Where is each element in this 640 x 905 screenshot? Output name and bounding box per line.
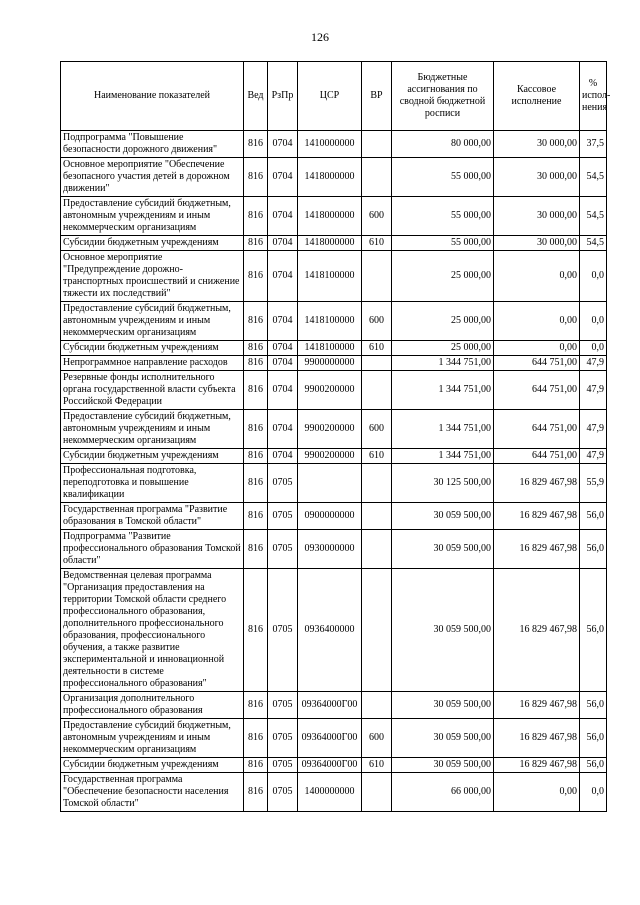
row-ved: 816 [244, 197, 268, 236]
row-pct: 54,5 [580, 236, 607, 251]
row-cash: 644 751,00 [494, 356, 580, 371]
row-budget: 25 000,00 [392, 251, 494, 302]
row-name: Субсидии бюджетным учреждениям [61, 341, 244, 356]
row-cash: 16 829 467,98 [494, 503, 580, 530]
row-pct: 56,0 [580, 530, 607, 569]
row-ved: 816 [244, 719, 268, 758]
row-budget: 30 059 500,00 [392, 503, 494, 530]
row-budget: 25 000,00 [392, 341, 494, 356]
row-vr: 600 [362, 410, 392, 449]
row-cash: 16 829 467,98 [494, 692, 580, 719]
row-csr: 1418000000 [298, 236, 362, 251]
row-cash: 0,00 [494, 341, 580, 356]
row-vr [362, 131, 392, 158]
row-budget: 55 000,00 [392, 236, 494, 251]
row-name: Предоставление субсидий бюджетным, автономным учреждениям и иным некоммерческим организациям [61, 197, 244, 236]
table-row [61, 758, 607, 773]
row-name: Профессиональная подготовка, переподготовка и повышение квалификации [61, 464, 244, 503]
row-vr [362, 569, 392, 692]
row-vr [362, 530, 392, 569]
row-budget: 55 000,00 [392, 197, 494, 236]
row-rzpr: 0704 [268, 356, 298, 371]
row-pct: 54,5 [580, 197, 607, 236]
row-budget: 1 344 751,00 [392, 356, 494, 371]
row-pct: 47,9 [580, 449, 607, 464]
row-rzpr: 0705 [268, 569, 298, 692]
table-row [61, 692, 607, 719]
row-csr: 9900200000 [298, 371, 362, 410]
row-budget: 1 344 751,00 [392, 449, 494, 464]
row-rzpr: 0704 [268, 158, 298, 197]
row-name: Организация дополнительного профессионального образования [61, 692, 244, 719]
row-budget: 25 000,00 [392, 302, 494, 341]
row-pct: 47,9 [580, 371, 607, 410]
header-rzpr: РзПр [268, 62, 298, 131]
table-row [61, 503, 607, 530]
row-csr [298, 464, 362, 503]
row-rzpr: 0705 [268, 719, 298, 758]
row-csr: 0930000000 [298, 530, 362, 569]
row-name: Резервные фонды исполнительного органа государственной власти субъекта Российской Федерации [61, 371, 244, 410]
row-vr [362, 371, 392, 410]
row-name: Подпрограмма "Повышение безопасности дорожного движения" [61, 131, 244, 158]
row-cash: 644 751,00 [494, 449, 580, 464]
row-budget: 1 344 751,00 [392, 410, 494, 449]
row-name: Предоставление субсидий бюджетным, автономным учреждениям и иным некоммерческим организациям [61, 719, 244, 758]
table-row [61, 773, 607, 812]
row-vr [362, 503, 392, 530]
row-cash: 0,00 [494, 773, 580, 812]
row-csr: 0900000000 [298, 503, 362, 530]
row-budget: 55 000,00 [392, 158, 494, 197]
row-pct: 56,0 [580, 719, 607, 758]
table-row [61, 356, 607, 371]
row-cash: 16 829 467,98 [494, 464, 580, 503]
row-pct: 56,0 [580, 569, 607, 692]
row-csr: 09364000Г00 [298, 758, 362, 773]
row-ved: 816 [244, 773, 268, 812]
row-cash: 0,00 [494, 302, 580, 341]
table-row [61, 371, 607, 410]
row-rzpr: 0704 [268, 236, 298, 251]
table-row [61, 530, 607, 569]
table-row [61, 131, 607, 158]
table-header-row [61, 62, 607, 131]
row-name: Субсидии бюджетным учреждениям [61, 758, 244, 773]
row-ved: 816 [244, 410, 268, 449]
row-rzpr: 0705 [268, 503, 298, 530]
header-ved: Вед [244, 62, 268, 131]
table-row [61, 719, 607, 758]
row-rzpr: 0705 [268, 530, 298, 569]
row-cash: 16 829 467,98 [494, 758, 580, 773]
row-ved: 816 [244, 302, 268, 341]
budget-table [60, 61, 611, 812]
row-rzpr: 0705 [268, 464, 298, 503]
row-cash: 644 751,00 [494, 371, 580, 410]
row-pct: 37,5 [580, 131, 607, 158]
row-ved: 816 [244, 758, 268, 773]
table-row [61, 302, 607, 341]
row-pct: 56,0 [580, 692, 607, 719]
row-vr: 600 [362, 719, 392, 758]
row-budget: 30 059 500,00 [392, 692, 494, 719]
row-cash: 30 000,00 [494, 158, 580, 197]
row-pct: 0,0 [580, 773, 607, 812]
table-row [61, 464, 607, 503]
row-budget: 1 344 751,00 [392, 371, 494, 410]
row-name: Государственная программа "Развитие образования в Томской области" [61, 503, 244, 530]
row-rzpr: 0704 [268, 131, 298, 158]
header-cash: Кассовое исполнение [494, 62, 580, 131]
row-name: Основное мероприятие "Предупреждение дорожно-транспортных происшествий и снижение тяжести их последствий" [61, 251, 244, 302]
row-csr: 1418100000 [298, 341, 362, 356]
row-budget: 80 000,00 [392, 131, 494, 158]
row-vr [362, 692, 392, 719]
row-rzpr: 0704 [268, 341, 298, 356]
row-vr: 600 [362, 302, 392, 341]
row-budget: 66 000,00 [392, 773, 494, 812]
row-ved: 816 [244, 692, 268, 719]
row-vr: 610 [362, 341, 392, 356]
row-vr: 610 [362, 758, 392, 773]
row-csr: 09364000Г00 [298, 692, 362, 719]
row-budget: 30 125 500,00 [392, 464, 494, 503]
row-csr: 1410000000 [298, 131, 362, 158]
row-ved: 816 [244, 503, 268, 530]
row-ved: 816 [244, 356, 268, 371]
table-row [61, 158, 607, 197]
row-pct: 47,9 [580, 356, 607, 371]
row-csr: 1418100000 [298, 302, 362, 341]
row-ved: 816 [244, 236, 268, 251]
row-cash: 30 000,00 [494, 131, 580, 158]
row-pct: 0,0 [580, 302, 607, 341]
row-rzpr: 0704 [268, 251, 298, 302]
row-csr: 9900200000 [298, 449, 362, 464]
row-budget: 30 059 500,00 [392, 758, 494, 773]
row-cash: 30 000,00 [494, 197, 580, 236]
row-ved: 816 [244, 569, 268, 692]
row-rzpr: 0704 [268, 449, 298, 464]
row-ved: 816 [244, 251, 268, 302]
row-vr: 610 [362, 449, 392, 464]
row-vr: 610 [362, 236, 392, 251]
row-vr [362, 773, 392, 812]
row-csr: 1418100000 [298, 251, 362, 302]
row-cash: 16 829 467,98 [494, 530, 580, 569]
row-rzpr: 0704 [268, 302, 298, 341]
row-cash: 16 829 467,98 [494, 569, 580, 692]
row-pct: 56,0 [580, 758, 607, 773]
row-rzpr: 0705 [268, 692, 298, 719]
row-csr: 0936400000 [298, 569, 362, 692]
table-row [61, 197, 607, 236]
table-row [61, 410, 607, 449]
table-row [61, 251, 607, 302]
row-csr: 1418000000 [298, 197, 362, 236]
table-row [61, 341, 607, 356]
row-ved: 816 [244, 131, 268, 158]
page-number: 126 [311, 30, 329, 44]
row-ved: 816 [244, 449, 268, 464]
row-rzpr: 0705 [268, 773, 298, 812]
row-rzpr: 0704 [268, 410, 298, 449]
row-budget: 30 059 500,00 [392, 530, 494, 569]
row-name: Непрограммное направление расходов [61, 356, 244, 371]
row-ved: 816 [244, 464, 268, 503]
row-name: Субсидии бюджетным учреждениям [61, 236, 244, 251]
row-cash: 16 829 467,98 [494, 719, 580, 758]
row-ved: 816 [244, 371, 268, 410]
row-csr: 1400000000 [298, 773, 362, 812]
row-ved: 816 [244, 341, 268, 356]
row-cash: 30 000,00 [494, 236, 580, 251]
row-pct: 47,9 [580, 410, 607, 449]
row-name: Предоставление субсидий бюджетным, автономным учреждениям и иным некоммерческим организациям [61, 302, 244, 341]
header-vr: ВР [362, 62, 392, 131]
table-row [61, 236, 607, 251]
row-csr: 9900200000 [298, 410, 362, 449]
row-csr: 9900000000 [298, 356, 362, 371]
table-row [61, 569, 607, 692]
row-cash: 0,00 [494, 251, 580, 302]
row-pct: 55,9 [580, 464, 607, 503]
row-pct: 0,0 [580, 341, 607, 356]
row-name: Основное мероприятие "Обеспечение безопасного участия детей в дорожном движении" [61, 158, 244, 197]
header-csr: ЦСР [298, 62, 362, 131]
row-budget: 30 059 500,00 [392, 719, 494, 758]
row-vr [362, 356, 392, 371]
row-name: Ведомственная целевая программа "Организация предоставления на территории Томской области среднего профессионального образования, дополнительного профессионального образования, профессионального обучения, а также развитие экспериментальной и инновационной деятельности в системе профессионального образования" [61, 569, 244, 692]
row-vr [362, 464, 392, 503]
row-ved: 816 [244, 530, 268, 569]
row-vr [362, 251, 392, 302]
row-vr [362, 158, 392, 197]
row-name: Государственная программа "Обеспечение безопасности населения Томской области" [61, 773, 244, 812]
row-name: Субсидии бюджетным учреждениям [61, 449, 244, 464]
row-rzpr: 0704 [268, 371, 298, 410]
row-name: Подпрограмма "Развитие профессионального образования Томской области" [61, 530, 244, 569]
row-csr: 09364000Г00 [298, 719, 362, 758]
row-ved: 816 [244, 158, 268, 197]
row-name: Предоставление субсидий бюджетным, автономным учреждениям и иным некоммерческим организациям [61, 410, 244, 449]
table-row [61, 449, 607, 464]
row-rzpr: 0705 [268, 758, 298, 773]
header-pct: % испол-нения [580, 62, 607, 131]
header-name: Наименование показателей [61, 62, 244, 131]
row-vr: 600 [362, 197, 392, 236]
row-budget: 30 059 500,00 [392, 569, 494, 692]
header-budget: Бюджетные ассигнования по сводной бюджетной росписи [392, 62, 494, 131]
row-pct: 0,0 [580, 251, 607, 302]
row-csr: 1418000000 [298, 158, 362, 197]
row-rzpr: 0704 [268, 197, 298, 236]
row-pct: 54,5 [580, 158, 607, 197]
row-pct: 56,0 [580, 503, 607, 530]
row-cash: 644 751,00 [494, 410, 580, 449]
